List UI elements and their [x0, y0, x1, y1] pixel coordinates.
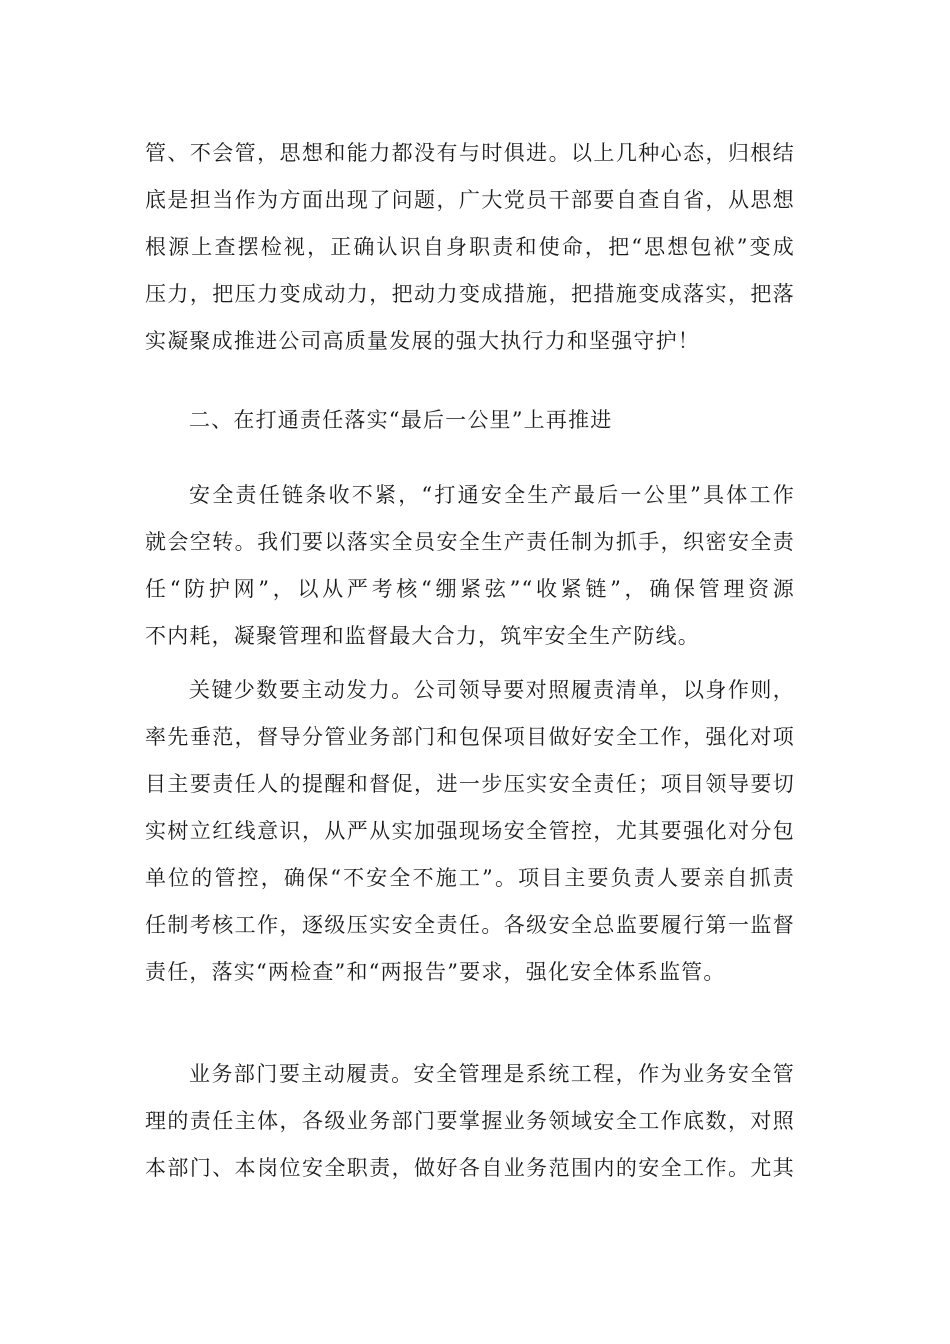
paragraph-line: 理的责任主体，各级业务部门要掌握业务领域安全工作底数，对照	[145, 1109, 795, 1133]
paragraph-continuation	[145, 130, 795, 365]
paragraph-line: 任制考核工作，逐级压实安全责任。各级安全总监要履行第一监督	[145, 913, 795, 937]
paragraph-line: 率先垂范，督导分管业务部门和包保项目做好安全工作，强化对项	[145, 725, 795, 749]
paragraph-line: 安全责任链条收不紧，“打通安全生产最后一公里”具体工作	[189, 483, 795, 507]
paragraph-line: 根源上查摆检视，正确认识自身职责和使命，把“思想包袱”变成	[145, 235, 795, 259]
section-heading: 二、在打通责任落实“最后一公里”上再推进	[189, 408, 613, 432]
paragraph-line: 单位的管控，确保“不安全不施工”。项目主要负责人要亲自抓责	[145, 866, 795, 890]
paragraph-line: 就会空转。我们要以落实全员安全生产责任制为抓手，织密安全责	[145, 530, 795, 554]
paragraph-line: 关键少数要主动发力。公司领导要对照履责清单，以身作则，	[189, 678, 795, 702]
paragraph-line: 目主要责任人的提醒和督促，进一步压实安全责任；项目领导要切	[145, 772, 795, 796]
paragraph-line: 压力，把压力变成动力，把动力变成措施，把措施变成落实，把落	[145, 282, 795, 306]
paragraph-responsibility-chain	[145, 472, 795, 660]
paragraph-line: 不内耗，凝聚管理和监督最大合力，筑牢安全生产防线。	[145, 624, 700, 648]
paragraph-line: 实凝聚成推进公司高质量发展的强大执行力和坚强守护！	[145, 329, 700, 353]
paragraph-key-minority	[145, 667, 795, 996]
paragraph-line: 本部门、本岗位安全职责，做好各自业务范围内的安全工作。尤其	[145, 1156, 795, 1180]
paragraph-line: 任“防护网”，以从严考核“绷紧弦”“收紧链”，确保管理资源	[145, 577, 795, 601]
paragraph-line: 责任，落实“两检查”和“两报告”要求，强化安全体系监管。	[145, 960, 726, 984]
paragraph-line: 管、不会管，思想和能力都没有与时俱进。以上几种心态，归根结	[145, 141, 795, 165]
paragraph-line: 实树立红线意识，从严从实加强现场安全管控，尤其要强化对分包	[145, 819, 795, 843]
paragraph-line: 底是担当作为方面出现了问题，广大党员干部要自查自省，从思想	[145, 188, 795, 212]
paragraph-business-departments	[145, 1051, 795, 1192]
paragraph-line: 业务部门要主动履责。安全管理是系统工程，作为业务安全管	[189, 1062, 795, 1086]
